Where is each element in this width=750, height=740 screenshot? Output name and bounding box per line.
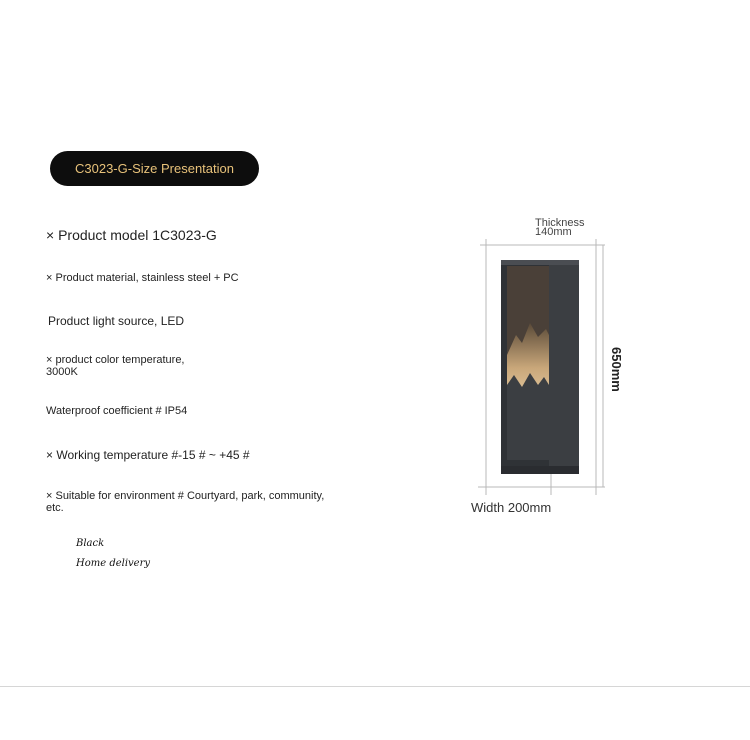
spec-product-material: × Product material, stainless steel + PC — [46, 272, 239, 284]
thickness-value: 140mm — [535, 226, 572, 238]
lamp-side-panel — [549, 260, 579, 474]
product-illustration — [470, 235, 620, 500]
note-delivery: Home delivery — [76, 558, 151, 569]
spec-color-temperature-line1: × product color temperature, — [46, 354, 185, 366]
lamp-lower-body — [507, 373, 549, 460]
spec-environment-line2: etc. — [46, 502, 64, 514]
spec-environment — [46, 490, 324, 514]
width-label: Width 200mm — [471, 500, 552, 515]
spec-product-model: × Product model 1C3023-G — [46, 227, 217, 243]
spec-environment-line1: × Suitable for environment # Courtyard, park, community, — [46, 490, 325, 502]
bottom-divider — [0, 686, 750, 687]
thickness-label: Thickness — [535, 217, 585, 229]
section-title: C3023-G-Size Presentation — [50, 151, 259, 186]
spec-color-temperature — [46, 354, 185, 378]
spec-color-temperature-line2: 3000K — [46, 366, 78, 378]
note-color: Black — [76, 538, 105, 549]
lamp-base — [501, 466, 579, 474]
height-label: 650mm — [609, 347, 624, 392]
lamp-top-edge — [501, 260, 579, 265]
spec-working-temperature: × Working temperature #-15 # ~ +45 # — [46, 448, 250, 462]
spec-light-source: Product light source, LED — [48, 314, 185, 328]
spec-waterproof: Waterproof coefficient # IP54 — [46, 405, 188, 417]
